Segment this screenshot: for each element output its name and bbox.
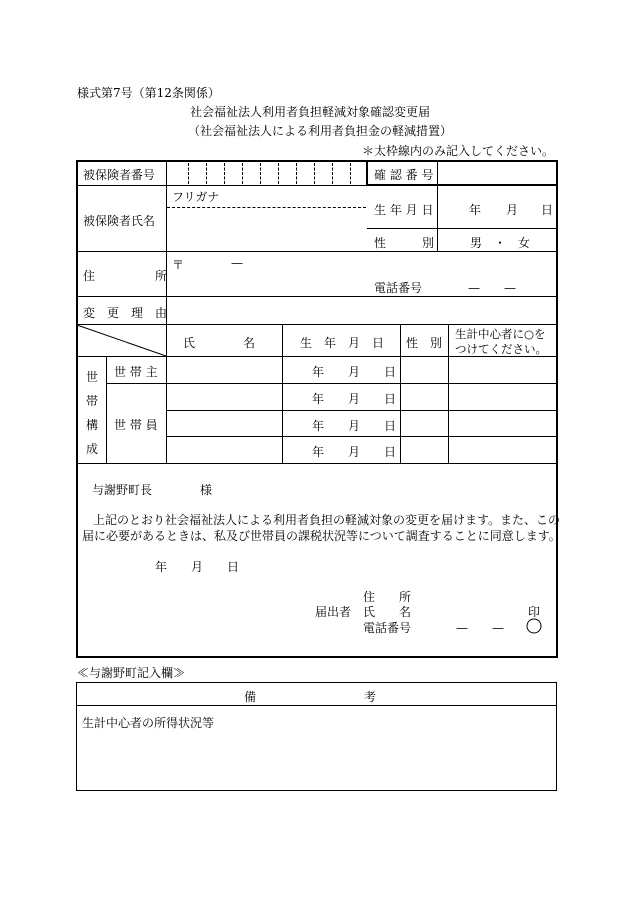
household-side-char-3: 構: [86, 418, 99, 432]
address-phone-dashes: — —: [468, 281, 517, 295]
postal-dash: —: [231, 256, 243, 270]
form-subtitle: （社会福祉法人による利用者負担金の軽減措置）: [188, 124, 453, 138]
household-name-header: 氏 名: [183, 336, 256, 350]
birthdate-month: 月: [506, 203, 519, 217]
household-row-1-date: 年 月 日: [312, 365, 397, 379]
household-birth-header: 生 年 月 日: [300, 336, 385, 350]
declaration-date: 年 月 日: [155, 560, 240, 574]
birthdate-label: 生 年 月 日: [374, 203, 434, 217]
change-reason-label: 変 更 理 由: [83, 306, 168, 320]
notifier-address-label: 住 所: [363, 590, 412, 604]
address-label: 住 所: [83, 269, 168, 283]
household-gender-header: 性 別: [406, 336, 443, 350]
postal-mark: 〒: [172, 258, 185, 272]
household-side-char-2: 帯: [86, 394, 99, 408]
office-section-title: ≪与謝野町記入欄≫: [77, 666, 186, 680]
household-side-char-4: 成: [86, 442, 99, 456]
insured-name-label: 被保険者氏名: [83, 214, 156, 228]
furigana-label: フリガナ: [172, 190, 220, 204]
notifier-label: 届出者: [315, 605, 352, 619]
gender-label: 性 別: [374, 236, 435, 250]
form-number: 様式第7号（第12条関係）: [77, 86, 220, 100]
household-center-header-line2: つけてください。: [455, 342, 547, 356]
remarks-header: 備 考: [244, 690, 377, 704]
household-row-4-date: 年 月 日: [312, 445, 397, 459]
instruction-note: ＊太枠線内のみ記入してください。: [362, 144, 555, 158]
insured-number-label: 被保険者番号: [83, 168, 156, 182]
household-side-char-1: 世: [86, 370, 99, 384]
declaration-line-2: 届に必要があるときは、私及び世帯員の課税状況等について調査することに同意します。: [82, 529, 561, 543]
addressee-honorific: 様: [200, 483, 213, 497]
declaration-line-1: 上記のとおり社会福祉法人による利用者負担の軽減対象の変更を届けます。また、この: [93, 513, 561, 527]
address-phone-label: 電話番号: [374, 281, 423, 295]
birthdate-day: 日: [541, 203, 554, 217]
form-title: 社会福祉法人利用者負担軽減対象確認変更届: [190, 105, 431, 119]
birthdate-year: 年: [469, 203, 482, 217]
addressee: 与謝野町長: [92, 483, 153, 497]
notifier-phone-label: 電話番号: [363, 621, 412, 635]
household-head-label: 世 帯 主: [114, 365, 158, 379]
seal-mark: 印: [528, 605, 541, 619]
notifier-name-label: 氏 名: [363, 605, 412, 619]
household-row-3-date: 年 月 日: [312, 419, 397, 433]
confirm-number-label: 確 認 番 号: [374, 168, 434, 182]
household-row-2-date: 年 月 日: [312, 392, 397, 406]
notifier-phone-dashes: — —: [456, 621, 505, 635]
income-status-label: 生計中心者の所得状況等: [82, 716, 215, 730]
gender-options[interactable]: 男 ・ 女: [470, 236, 531, 250]
household-center-header-line1: 生計中心者に○を: [455, 327, 546, 341]
household-member-label: 世 帯 員: [114, 418, 158, 432]
